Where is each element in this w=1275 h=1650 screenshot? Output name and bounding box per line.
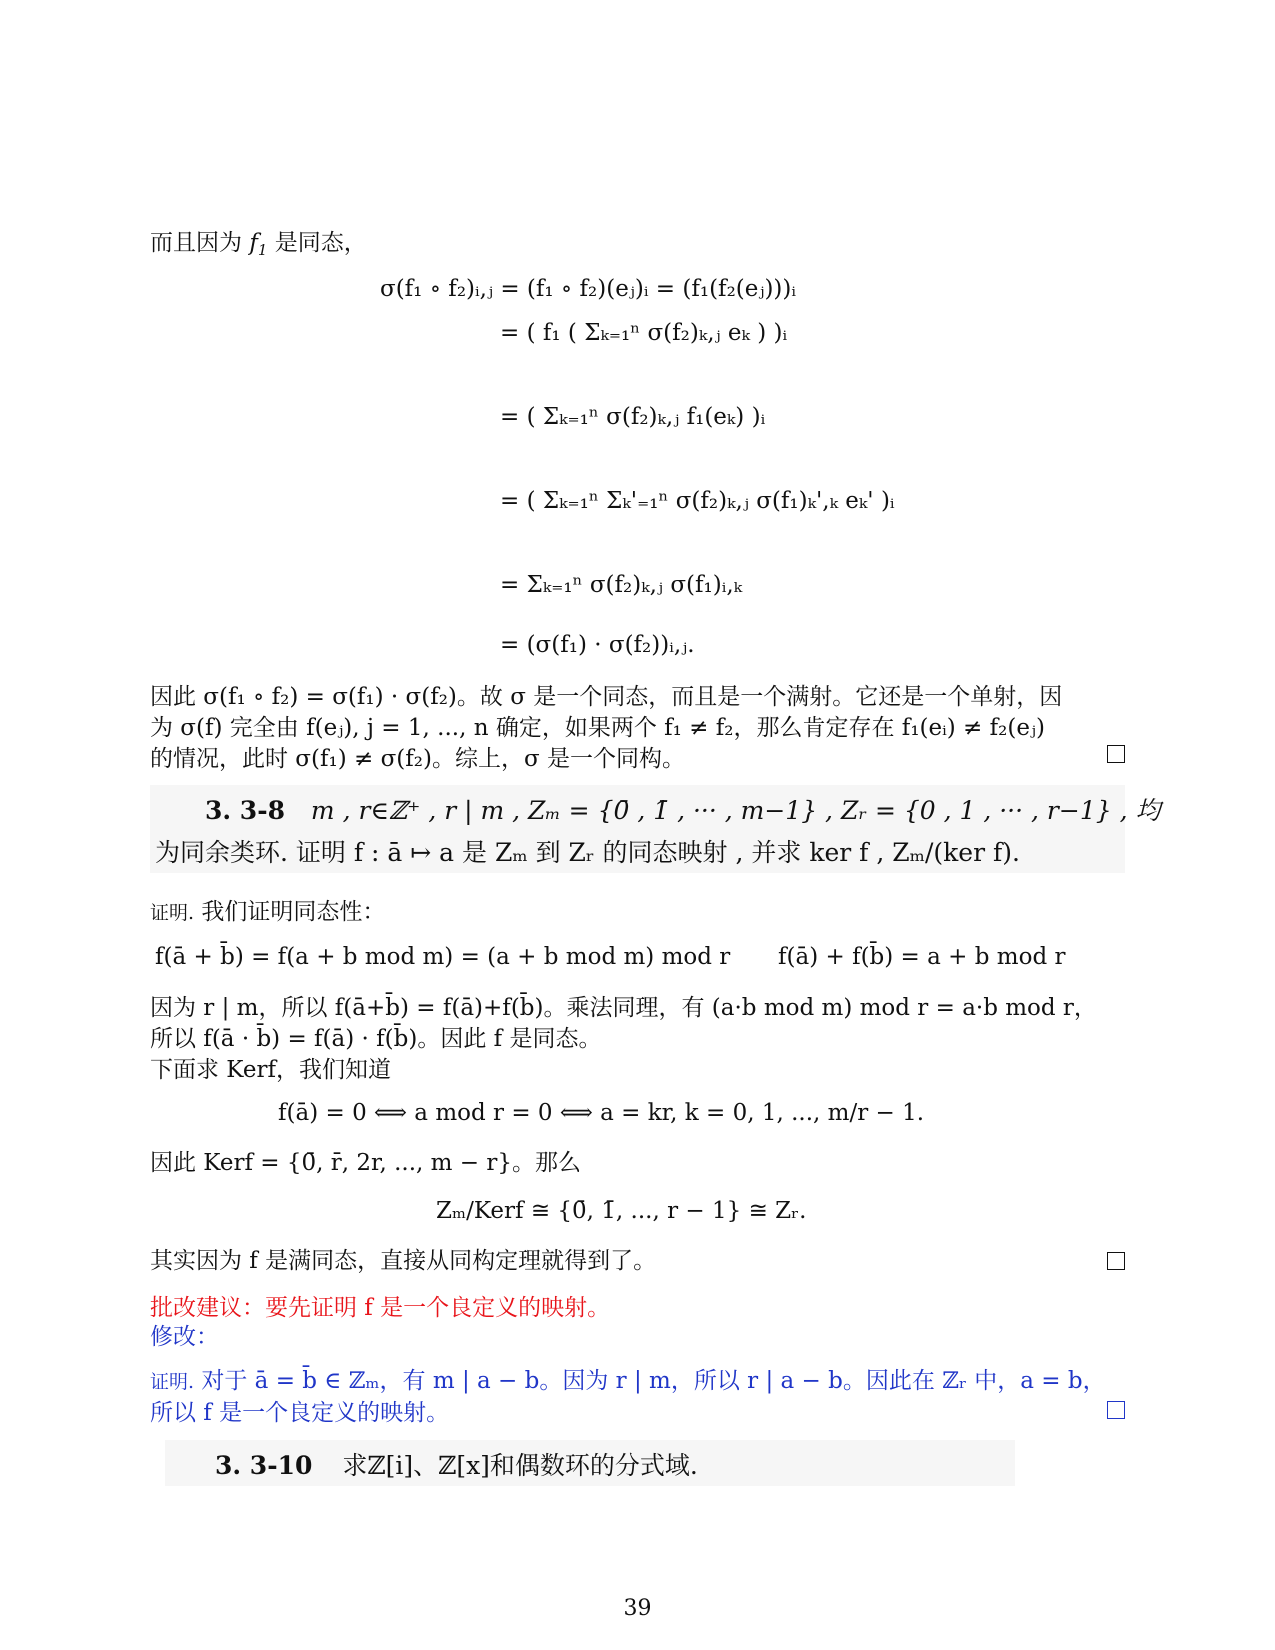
proof-line-1: 因为 r | m，所以 f(ā+b̄) = f(ā)+f(b̄)。乘法同理，有 (a·b mod m) mod r = a·b mod r， [150, 995, 1097, 1021]
proof-line-2: 所以 f(ā · b̄) = f(ā) · f(b̄)。因此 f 是同态。 [150, 1026, 602, 1052]
equation-line-4: = ( Σₖ₌₁ⁿ Σₖ'₌₁ⁿ σ(f₂)ₖ,ⱼ σ(f₁)ₖ',ₖ eₖ' )ᵢ [500, 488, 895, 514]
conclusion-line-2: 为 σ(f) 完全由 f(eⱼ), j = 1, ..., n 确定，如果两个 f₁ ≠ f₂，那么肯定存在 f₁(eᵢ) ≠ f₂(eⱼ) [150, 715, 1045, 741]
equation-line-2: = ( f₁ ( Σₖ₌₁ⁿ σ(f₂)ₖ,ⱼ eₖ ) )ᵢ [500, 320, 788, 346]
revised-proof-line-2: 所以 f 是一个良定义的映射。 [150, 1400, 450, 1426]
qed-square-2 [1107, 1252, 1125, 1270]
proof-paragraph [150, 993, 1125, 1086]
equation-line-3: = ( Σₖ₌₁ⁿ σ(f₂)ₖ,ⱼ f₁(eₖ) )ᵢ [500, 404, 766, 430]
revised-proof-label: 证明. [150, 1371, 195, 1393]
problem-3-3-10-band [165, 1440, 1015, 1486]
page-number: 39 [623, 1596, 652, 1621]
equation-kernel: f(ā) = 0 ⟺ a mod r = 0 ⟺ a = kr, k = 0, 1, ..., m/r − 1. [278, 1100, 925, 1126]
equation-line-6: = (σ(f₁) · σ(f₂))ᵢ,ⱼ. [500, 632, 695, 658]
qed-square-3 [1107, 1401, 1125, 1419]
problem-3-3-8-number: 3. 3-8 [205, 796, 285, 825]
conclusion-line-3: 的情况，此时 σ(f₁) ≠ σ(f₂)。综上，σ 是一个同构。 [150, 746, 685, 772]
proof-kernel-line: 因此 Kerf = {0̄, r̄, 2r, ..., m − r}。那么 [150, 1150, 582, 1176]
qed-square-1 [1107, 745, 1125, 763]
proof-line-3: 下面求 Kerf，我们知道 [150, 1057, 391, 1083]
problem-3-3-8-band [150, 785, 1161, 873]
problem-3-3-10-text: 求ℤ[i]、ℤ[x]和偶数环的分式域. [342, 1451, 698, 1480]
equation-additive-1: f(ā + b̄) = f(a + b mod m) = (a + b mod m) mod r [155, 944, 731, 970]
intro-line: 而且因为 $f_1$ 是同态， [150, 230, 367, 259]
equation-additive-2: f(ā) + f(b̄) = a + b mod r [778, 944, 1066, 970]
proof-label: 证明. [150, 902, 195, 924]
conclusion-paragraph [150, 682, 1125, 775]
proof-intro: 证明. 我们证明同态性： [150, 899, 386, 925]
revised-proof [150, 1366, 1125, 1429]
revised-proof-line-1: 对于 ā = b̄ ∈ ℤₘ，有 m | a − b。因为 r | m，所以 r | a − b。因此在 ℤᵣ 中，a = b， [201, 1368, 1106, 1394]
conclusion-line-1: 因此 σ(f₁ ∘ f₂) = σ(f₁) · σ(f₂)。故 σ 是一个同态，而且是一个满射。它还是一个单射，因 [150, 684, 1063, 710]
review-suggestion: 批改建议：要先证明 f 是一个良定义的映射。 [150, 1295, 611, 1321]
problem-3-3-8-line-2: 为同余类环. 证明 f : ā ↦ a 是 Zₘ 到 Zᵣ 的同态映射 , 并求 ker f , Zₘ/(ker f). [155, 838, 1020, 867]
problem-3-3-10-number: 3. 3-10 [215, 1451, 313, 1480]
equation-quotient: Zₘ/Kerf ≅ {0̄, 1̄, ..., r − 1} ≅ Zᵣ. [436, 1198, 807, 1224]
equation-line-5: = Σₖ₌₁ⁿ σ(f₂)ₖ,ⱼ σ(f₁)ᵢ,ₖ [500, 572, 743, 598]
equation-line-1: σ(f₁ ∘ f₂)ᵢ,ⱼ = (f₁ ∘ f₂)(eⱼ)ᵢ = (f₁(f₂(eⱼ)))ᵢ [380, 276, 796, 302]
proof-final-line: 其实因为 f 是满同态，直接从同构定理就得到了。 [150, 1248, 657, 1274]
revise-label: 修改： [150, 1324, 219, 1350]
problem-3-3-8-line-1: m , r∈ℤ⁺ , r | m , Zₘ = {0̄ , 1̄ , ··· , m−1} , Zᵣ = {0 , 1 , ··· , r−1} , 均 [310, 796, 1161, 825]
